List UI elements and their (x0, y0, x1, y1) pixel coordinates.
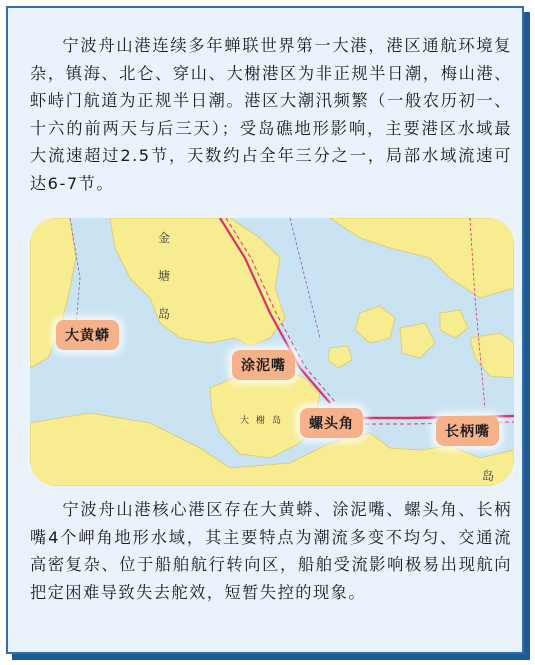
intro-paragraph: 宁波舟山港连续多年蝉联世界第一大港，港区通航环境复杂，镇海、北仑、穿山、大榭港区为非正规半日潮，梅山港、虾峙门航道为正规半日潮。港区大潮汛频繁（一般农历初一、十六的前两天与后三天）；受岛礁地形影响，主要港区水域最大流速超过2.5节，天数约占全年三分之一，局部水域流速可达6-7节。 (30, 36, 512, 193)
label-dahuangmang: 大黄蟒 (56, 320, 119, 350)
daxie-name-1: 大 (240, 416, 250, 426)
article-card (6, 6, 524, 654)
right-island-name: 岛 (482, 469, 495, 483)
summary-paragraph: 宁波舟山港核心港区存在大黄蟒、涂泥嘴、螺头角、长柄嘴4个岬角地形水域，其主要特点为潮流多变不均匀、交通流高密复杂、位于船舶航行转向区，船舶受流影响极易出现航向把定困难导致失去舵效，短暂失控的现象。 (30, 500, 512, 602)
label-luotoujiao: 螺头角 (300, 408, 363, 438)
jintang-name-3: 岛 (158, 307, 171, 321)
port-map (30, 218, 514, 486)
label-changbingzui: 长柄嘴 (436, 416, 499, 446)
jintang-name-2: 塘 (158, 269, 171, 283)
label-tunizui: 涂泥嘴 (232, 350, 295, 380)
daxie-name-3: 岛 (272, 416, 282, 426)
jintang-name-1: 金 (158, 231, 171, 245)
daxie-name-2: 榭 (256, 416, 266, 426)
